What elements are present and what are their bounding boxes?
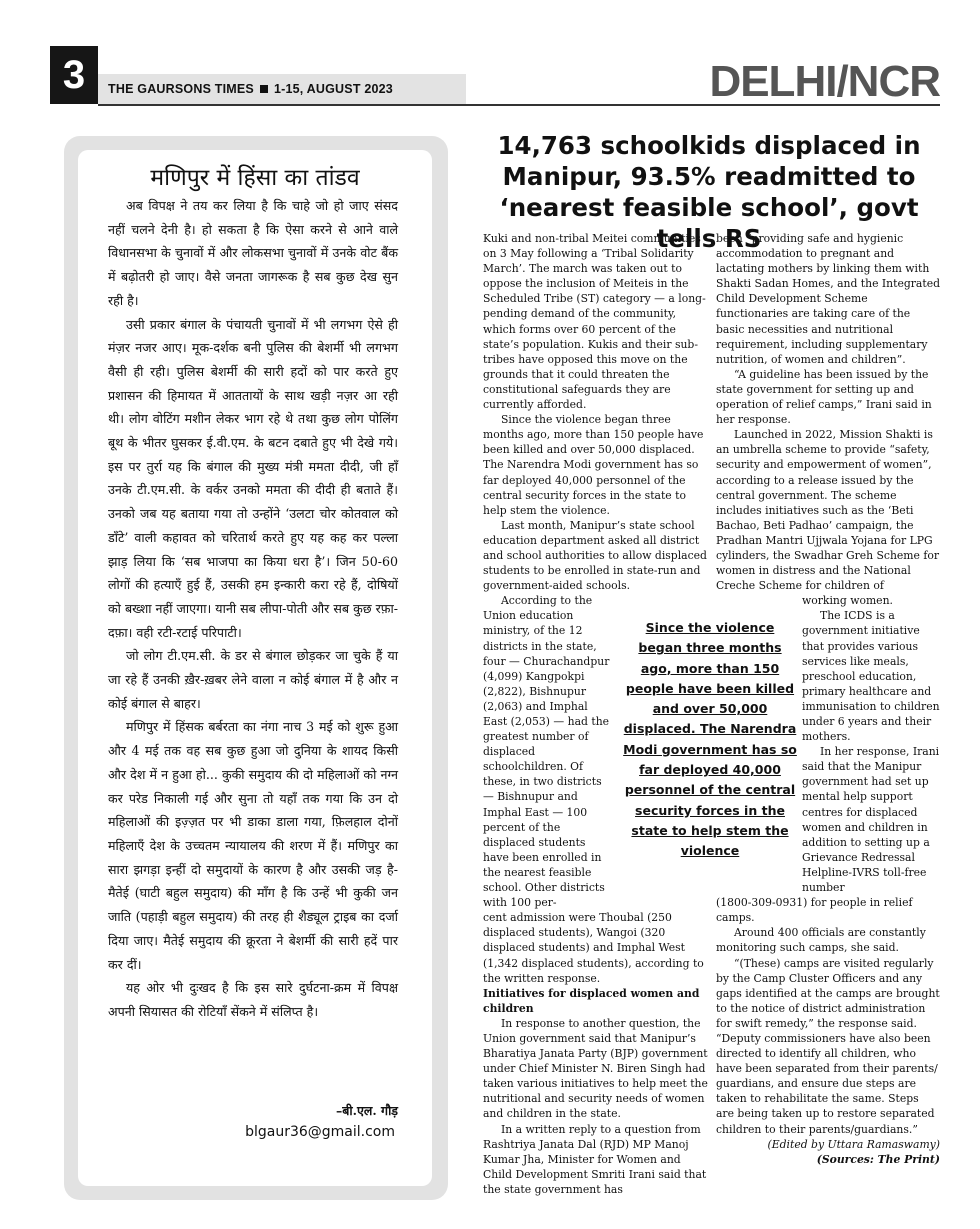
hindi-article-signature: –बी.एल. गौड़ [335, 1103, 398, 1118]
article-paragraph: Last month, Manipur’s state school education department asked all district and school authorities to allow displaced students to be enrolled in state-run and government-aided schools. [483, 518, 707, 593]
sources-credit: (Sources: The Print) [816, 1152, 940, 1166]
article-paragraph-wrapped: The ICDS is a government initiative that provides various services like meals, preschool education, primary healthcare and immunisation to children under 6 years and their mothers. [802, 609, 940, 744]
article-paragraph: been “providing safe and hygienic accommodation to pregnant and lactating mothers by linking them with Shakti Sadan Homes, and the Integrated Child Development Scheme functionaries are taking care of the basic necessities and nutritional requirement, including supplementary nutrition, of women and children”. [716, 232, 941, 366]
section-title: DELHI/NCR [709, 57, 940, 106]
article-paragraph: Around 400 officials are constantly monitoring such camps, she said. [716, 926, 926, 955]
article-subhead: Initiatives for displaced women and children [483, 986, 700, 1015]
author-email: blgaur36@gmail.com [245, 1124, 395, 1140]
hindi-article-body [108, 194, 398, 1024]
pull-quote: Since the violence began three months ago, more than 150 people have been killed and over 50,000 displaced. The Narendra Modi government has so far deployed 40,000 personnel of the central security forces in the state to help stem the violence [623, 620, 797, 859]
hindi-paragraph: यह ओर भी दुःखद है कि इस सारे दुर्घटना-क्रम में विपक्ष अपनी सियासत की रोटियाँ सेंकने में संलिप्त है। [108, 980, 398, 1019]
hindi-paragraph: उसी प्रकार बंगाल के पंचायती चुनावों में भी लगभग ऐसे ही मंज़र नजर आए। मूक-दर्शक बनी पुलिस की बेशर्मी भी लगभग वैसी ही रही। पुलिस बेशर्मी की सारी हदों को पार करते हुए प्रशासन की हिमायत में आततायों के साथ खड़ी नज़र आ रही थी। लोग वोटिंग मशीन लेकर भाग रहे थे तथा कुछ लोग पोलिंग बूथ के भीतर घुसकर ई.वी.एम. के बटन दबाते हुए भी देखे गये। इस पर तुर्रा यह कि बंगाल की मुख्य मंत्री ममता दीदी, जी हाँ उनके टी.एम.सी. के वर्कर उनको ममता की दीदी ही बताते हैं। उनको जब यह बताया गया तो उन्होंने ‘उलटा चोर कोतवाल को डाँटे’ वाली कहावत को चरितार्थ करते हुए यह कह कर पल्ला झाड़ लिया कि ‘सब भाजपा का किया धरा है’। जिन 50-60 लोगों की हत्याएँ हुई हैं, उसकी हम इन्कारी करा रहे हैं, दोषियों को बख्शा नहीं जाएगा। यानी सब लीपा-पोती और सब कुछ रफ़ा-दफ़ा। वही रटी-रटाई परिपाटी। [108, 316, 398, 640]
article-paragraph: In response to another question, the Union government said that Manipur’s Bharatiya Janata Party (BJP) government under Chief Minister N. Biren Singh had taken various initiatives to help meet the nutritional and security needs of women and children in the state. [483, 1016, 708, 1121]
article-paragraph: cent admission were Thoubal (250 displaced students), Wangoi (320 displaced students) and Imphal West (1,342 displaced students), according to the written response. [483, 911, 704, 985]
article-paragraph-wrapped: working women. [802, 594, 893, 608]
masthead [108, 82, 393, 96]
article-paragraph-wrapped: According to the Union education ministry, of the 12 districts in the state, four — Churachandpur (4,099) Kangpokpi (2,822), Bishnupur (2,063) and Imphal East (2,053) — had the greatest number of displaced schoolchildren. Of these, in two districts — Bishnupur and Imphal East — 100 percent of the displaced students have been enrolled in the nearest feasible school. Other districts with 100 per- [483, 594, 610, 910]
page-number: 3 [50, 46, 98, 104]
hindi-paragraph: मणिपुर में हिंसक बर्बरता का नंगा नाच 3 मई को शुरू हुआ और 4 मई तक वह सब कुछ हुआ जो दुनिया के शायद किसी और देश में न हुआ हो... कुकी समुदाय की दो महिलाओं को नग्न कर परेड निकाली गई और सुना तो यहाँ तक गया कि उन दो महिलाओं की इज़्ज़त पर भी डाका डाला गया, फ़िलहाल दोनों महिलाएँ देश के उच्चतम न्यायालय की शरण में हैं। मणिपुर का सारा झगड़ा इन्हीं दो समुदायों के कारण है और उसकी जड़ है- मैतेई (घाटी बहुल समुदाय) की माँग है कि उन्हें भी कुकी जन जाति (पहाड़ी बहुल समुदाय) की तरह ही शैड्यूल ट्राइब का दर्जा दिया जाए। मैतेई समुदाय की क्रूरता ने बेशर्मी की सारी हदें पार कर दीं। [108, 719, 398, 972]
hindi-paragraph: जो लोग टी.एम.सी. के डर से बंगाल छोड़कर जा चुके हैं या जा रहे हैं उनकी ख़ैर-ख़बर लेने वाला न कोई बंगाल में है और न कोई बंगाल से बाहर। [108, 648, 398, 711]
article-paragraph: Kuki and non-tribal Meitei communities on 3 May following a ‘Tribal Solidarity March’. The march was taken out to oppose the inclusion of Meiteis in the Scheduled Tribe (ST) category — a long-pending demand of the community, which forms over 60 percent of the state’s population. Kukis and their sub-tribes have opposed this move on the grounds that it could threaten the constitutional safeguards they are currently afforded. [483, 232, 706, 412]
article-paragraph: In a written reply to a question from Rashtriya Janata Dal (RJD) MP Manoj Kumar Jha, Minister for Women and Child Development Smriti Irani said that the state government has [483, 1122, 707, 1196]
publication-name: THE GAURSONS TIMES [108, 82, 254, 96]
hindi-article-title: मणिपुर में हिंसा का तांडव [150, 165, 360, 191]
issue-date: 1-15, AUGUST 2023 [273, 82, 393, 96]
article-headline: 14,763 schoolkids displaced in Manipur, 93.5% readmitted to ‘nearest feasible school’, govt tells RS [497, 131, 921, 253]
article-paragraph: “A guideline has been issued by the state government for setting up and operation of relief camps,” Irani said in her response. [716, 367, 932, 427]
edited-by-credit: (Edited by Uttara Ramaswamy) [767, 1137, 940, 1151]
article-paragraph: (1800-309-0931) for people in relief camps. [716, 896, 913, 925]
hindi-paragraph: अब विपक्ष ने तय कर लिया है कि चाहे जो हो जाए संसद नहीं चलने देनी है। हो सकता है कि ऐसा करने से आने वाले विधानसभा के चुनावों में और लोकसभा चुनावों में उनके वोट बैंक में बढ़ोतरी हो जाए। वैसे जनता जागरूक है सब कुछ देख सुन रही है। [108, 198, 398, 308]
square-bullet-icon [260, 85, 268, 93]
article-paragraph-wrapped: In her response, Irani said that the Manipur government had set up mental help support centres for displaced women and children in addition to setting up a Grievance Redressal Helpline-IVRS toll-free number [802, 745, 940, 895]
article-paragraph: Since the violence began three months ago, more than 150 people have been killed and over 50,000 displaced. The Narendra Modi government has so far deployed 40,000 personnel of the central security forces in the state to help stem the violence. [483, 413, 704, 517]
article-paragraph: Launched in 2022, Mission Shakti is an umbrella scheme to provide “safety, security and empowerment of women”, according to a release issued by the central government. The scheme includes initiatives such as the ‘Beti Bachao, Beti Padhao’ campaign, the Pradhan Mantri Ujjwala Yojana for LPG cylinders, the Swadhar Greh Scheme for women in distress and the National Creche Scheme for children of [716, 428, 940, 593]
article-paragraph: “(These) camps are visited regularly by the Camp Cluster Officers and any gaps identified at the camps are brought to the notice of district administration for swift remedy,” the response said. “Deputy commissioners have also been directed to identify all children, who have been separated from their parents/ guardians, and ensure due steps are taken to rehabilitate the same. Steps are being taken up to restore separated children to their parents/guardians.” [716, 956, 940, 1136]
